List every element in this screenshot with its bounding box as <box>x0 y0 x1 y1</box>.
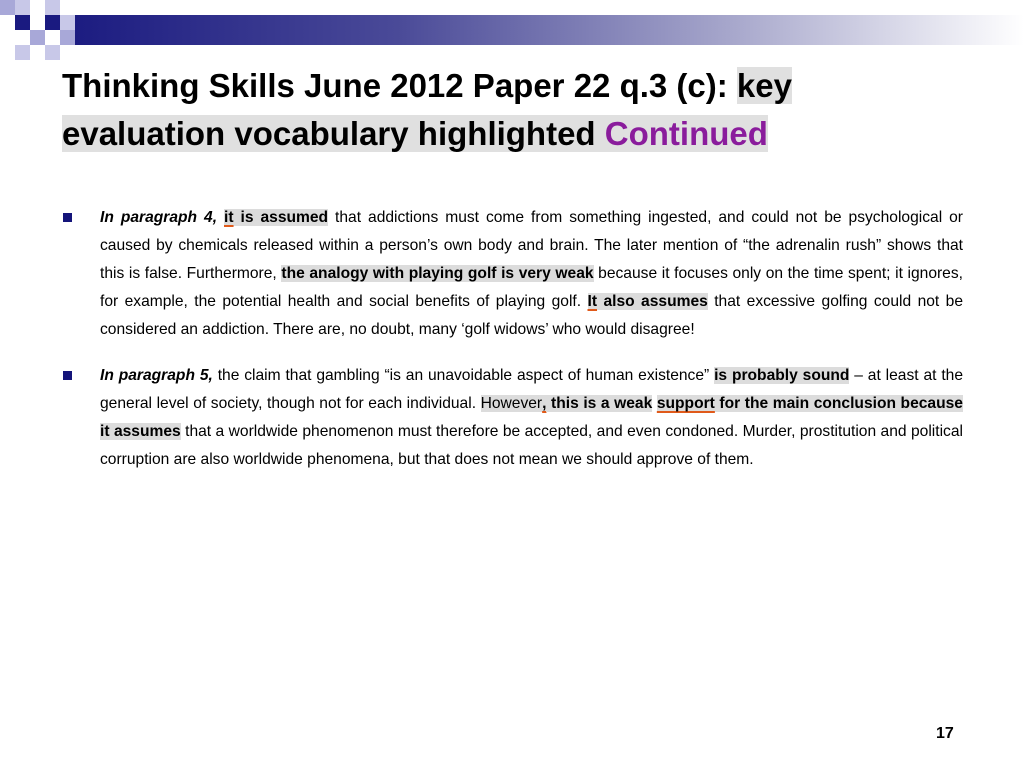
title-continued: Continued <box>604 115 768 152</box>
body-text: the claim that gambling “is an unavoidable aspect of human existence” <box>212 367 715 384</box>
title-text: Thinking Skills June 2012 Paper 22 q.3 (c): <box>62 67 737 104</box>
highlight-phrase: , <box>542 395 547 412</box>
decor-square <box>15 15 30 30</box>
paragraph-lead: In paragraph 5, <box>100 367 213 384</box>
highlight-phrase: also assumes <box>597 293 708 310</box>
bullet-icon <box>63 371 72 380</box>
decor-square <box>45 45 60 60</box>
highlight-phrase: It <box>587 293 598 310</box>
decor-square <box>60 15 75 30</box>
bullet-paragraph-4 <box>60 204 963 344</box>
title-highlight: evaluation vocabulary highlighted <box>62 115 596 152</box>
bullet-icon <box>63 213 72 222</box>
slide-number: 17 <box>936 725 954 742</box>
header-gradient-bar <box>60 15 1024 45</box>
highlight-phrase: is assumed <box>233 209 329 226</box>
bullet-paragraph-5 <box>60 362 963 474</box>
highlight-phrase: However <box>480 395 543 412</box>
highlight-phrase: for the main conclusion because it assumes <box>100 395 963 440</box>
highlight-phrase: the analogy with playing golf is very weak <box>281 265 594 282</box>
body-text: that a worldwide phenomenon must therefore be accepted, and even condoned. Murder, prostitution and political corruption are also worldwide phenomena, but that does not mean we should approve of them. <box>100 423 963 468</box>
decor-square <box>30 30 45 45</box>
decor-square <box>45 0 60 15</box>
highlight-phrase: this is a weak <box>546 395 653 412</box>
highlight-phrase: support <box>656 395 715 412</box>
body-text: because it focuses only on the time spent; it ignores, for example, the potential health and social benefits of playing golf. <box>100 265 963 310</box>
body-text: that excessive golfing could not be considered an addiction. There are, no doubt, many ‘golf widows’ who would disagree! <box>100 293 963 338</box>
decor-square <box>45 15 60 30</box>
slide-body <box>60 204 963 492</box>
decor-square <box>15 45 30 60</box>
body-text: that addictions must come from something ingested, and could not be psychological or caused by chemicals released within a person’s own body and brain. The later mention of “the adrenalin rush” shows that this is false. Furthermore, <box>100 209 963 282</box>
decor-square <box>15 0 30 15</box>
paragraph-lead: In paragraph 4, <box>100 209 218 226</box>
highlight-phrase: it <box>224 209 234 226</box>
decor-square <box>0 0 15 15</box>
body-text: – at least at the general level of society, though not for each individual. <box>100 367 963 412</box>
decor-square <box>60 30 75 45</box>
slide-title <box>62 62 962 158</box>
title-highlight: key <box>736 67 792 104</box>
highlight-phrase: is probably sound <box>714 367 850 384</box>
